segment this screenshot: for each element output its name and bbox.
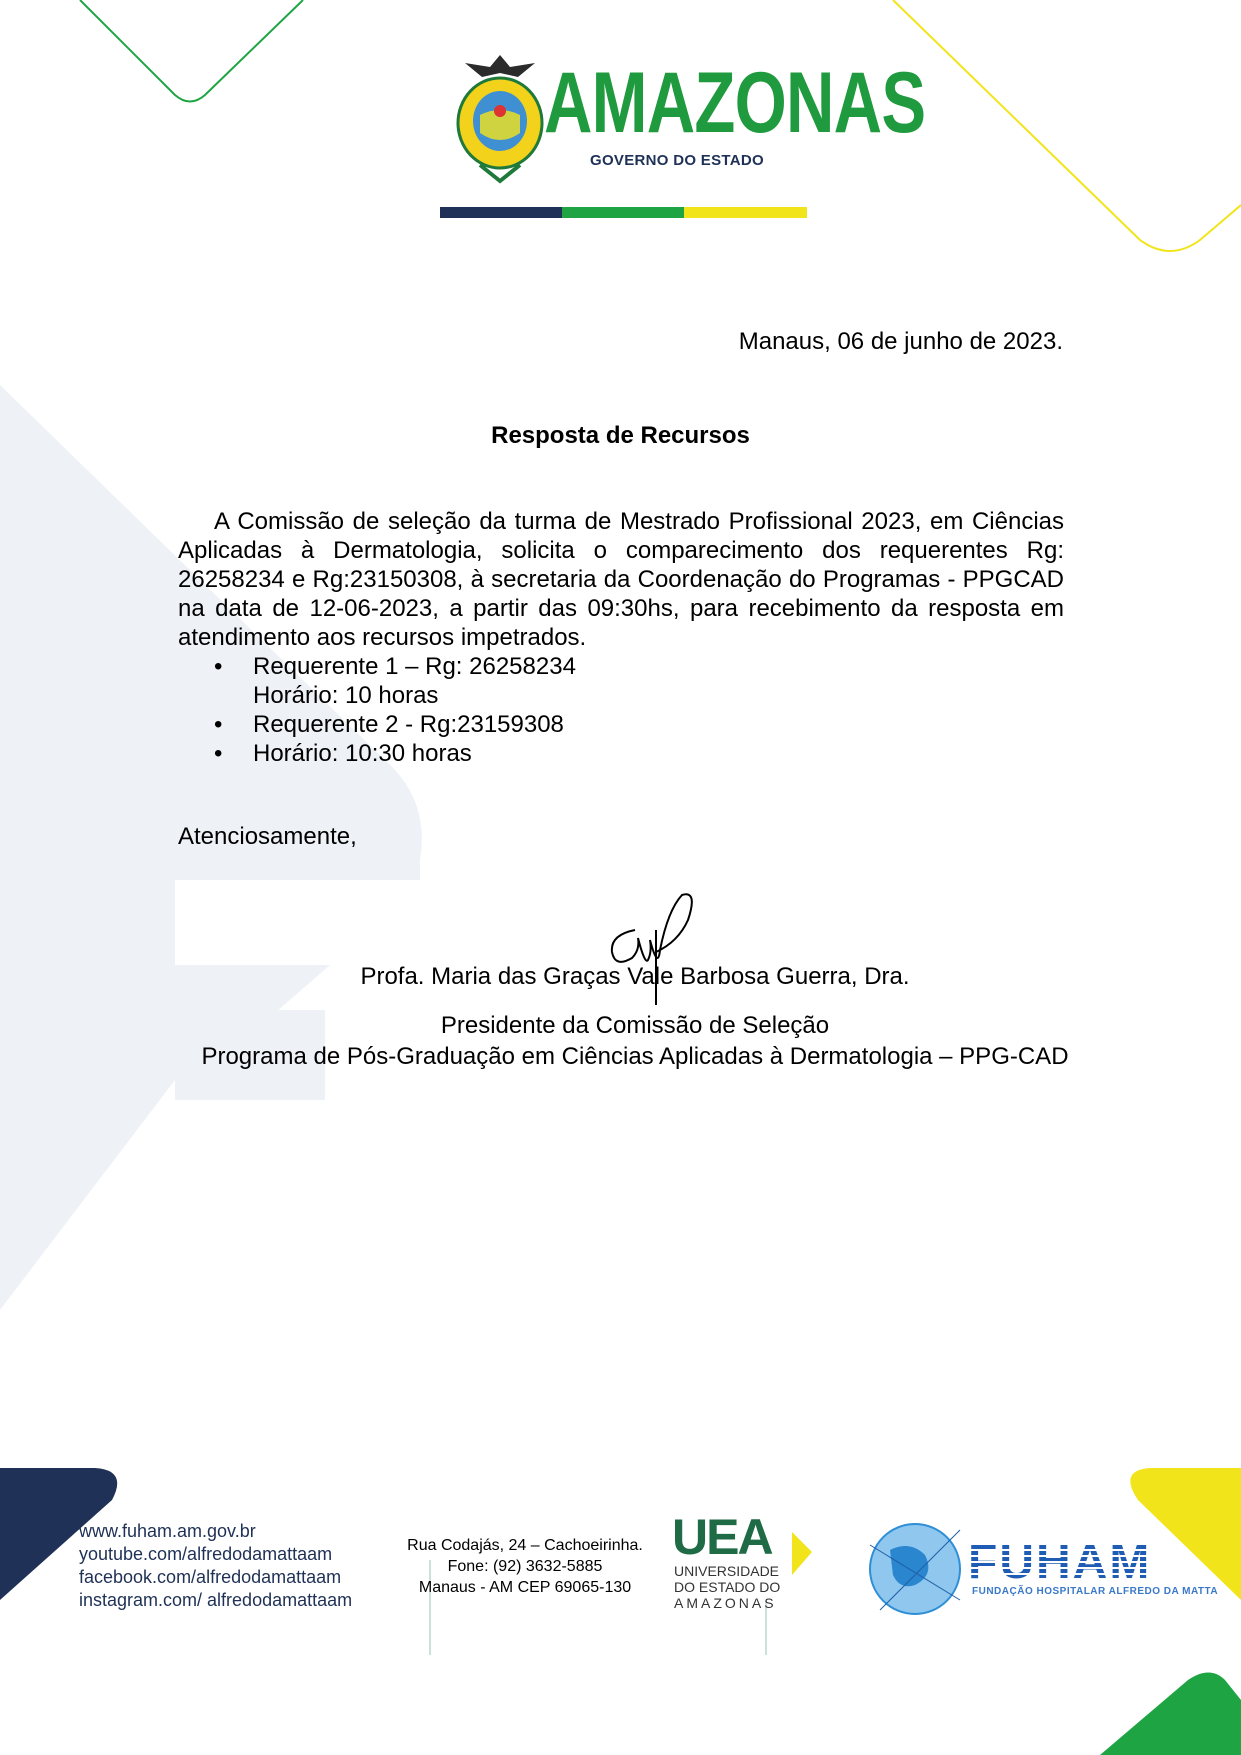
list-item-text: Horário: 10:30 horas: [253, 740, 472, 767]
letter-paragraph: [178, 507, 1064, 652]
list-item: [178, 739, 576, 768]
uea-line: AMAZONAS: [674, 1595, 777, 1611]
state-name: AMAZONAS: [544, 55, 926, 151]
top-right-line: [893, 0, 1241, 251]
header-stripe-navy: [440, 207, 562, 218]
list-item-continuation: Horário: 10 horas: [253, 682, 439, 709]
list-item: [178, 710, 576, 739]
bullet: •: [214, 740, 223, 767]
state-subtitle: GOVERNO DO ESTADO: [590, 152, 765, 169]
uea-arrow: [792, 1532, 812, 1575]
amazonas-coat-of-arms-icon: [440, 55, 560, 185]
fuham-subtitle: FUNDAÇÃO HOSPITALAR ALFREDO DA MATTA: [972, 1586, 1219, 1597]
requerentes-list: [178, 652, 576, 768]
signatory-role: Presidente da Comissão de Seleção: [440, 1012, 830, 1039]
top-left-chevron: [80, 0, 303, 102]
header-stripe-green: [562, 207, 684, 218]
address-line: Rua Codajás, 24 – Cachoeirinha.: [407, 1537, 643, 1554]
youtube-link[interactable]: youtube.com/alfredodamattaam: [79, 1544, 333, 1564]
footer-address: [395, 1535, 655, 1598]
header-stripe-yellow: [684, 207, 807, 218]
uea-line: UNIVERSIDADE: [674, 1563, 780, 1579]
closing: Atenciosamente,: [178, 823, 357, 850]
bottom-right-green-shape: [1100, 1673, 1241, 1755]
list-item-text: Requerente 2 - Rg:23159308: [253, 711, 564, 738]
handwritten-signature: [600, 890, 700, 1010]
program-name: Programa de Pós-Graduação em Ciências Aplicadas à Dermatologia – PPG-CAD: [201, 1043, 1069, 1070]
list-item: [178, 652, 576, 710]
fuham-logo: FUHAM: [968, 1536, 1152, 1589]
uea-logo: UEA: [672, 1509, 772, 1565]
bullet: •: [214, 711, 223, 738]
letter-title: Resposta de Recursos: [491, 422, 750, 449]
paragraph-text: A Comissão de seleção da turma de Mestrado Profissional 2023, em Ciências Aplicadas à Dermatologia, solicita o comparecimento dos requerentes Rg: 26258234 e Rg:23150308, à secretaria da Coordenação do Programas - PPGCAD na data de 12-06-2023, a partir das 09:30hs, para recebimento da resposta em atendimento aos recursos impetrados.: [178, 508, 1064, 651]
list-item-text: Requerente 1 – Rg: 26258234: [253, 653, 576, 680]
signatory-name: Profa. Maria das Graças Vale Barbosa Guerra, Dra.: [360, 963, 910, 990]
city-line: Manaus - AM CEP 69065-130: [418, 1579, 632, 1596]
instagram-link[interactable]: instagram.com/ alfredodamattaam: [79, 1590, 353, 1610]
footer-links: [79, 1520, 352, 1612]
uea-logo-text: [674, 1563, 780, 1611]
bullet: •: [214, 653, 223, 680]
phone-line: Fone: (92) 3632-5885: [447, 1558, 603, 1575]
letter-date: Manaus, 06 de junho de 2023.: [738, 328, 1063, 355]
uea-line: DO ESTADO DO: [674, 1579, 781, 1595]
facebook-link[interactable]: facebook.com/alfredodamattaam: [79, 1567, 342, 1587]
website-link[interactable]: www.fuham.am.gov.br: [79, 1521, 256, 1541]
